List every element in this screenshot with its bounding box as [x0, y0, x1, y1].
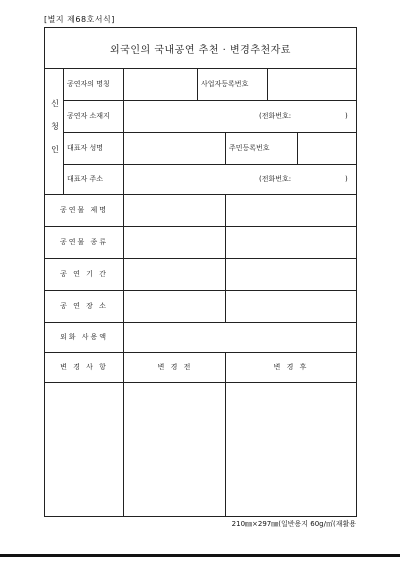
performance-period-field-b[interactable] [227, 258, 355, 290]
performance-title-field-b[interactable] [227, 194, 355, 226]
phone-close-2: ) [345, 175, 348, 183]
performance-type-field-b[interactable] [227, 226, 355, 258]
rep-name-label: 대표자 성명 [67, 144, 104, 152]
phone-label-1: (전화번호: [259, 112, 292, 120]
applicant-char-1: 신 [51, 99, 59, 108]
phone-close-1: ) [345, 112, 348, 120]
performer-name-label: 공연자의 명칭 [67, 80, 110, 88]
change-after-label: 변 경 후 [273, 363, 309, 371]
rep-address-label: 대표자 주소 [67, 175, 104, 183]
business-reg-field[interactable] [269, 68, 355, 100]
form-number: [별지 제68호서식] [44, 15, 115, 24]
bottom-divider [0, 554, 400, 557]
applicant-section-label [49, 98, 61, 155]
performer-address-label: 공연자 소재지 [67, 112, 110, 120]
change-section-label: 변 경 사 항 [60, 363, 108, 371]
performance-title-field-a[interactable] [125, 194, 225, 226]
form-frame [44, 27, 357, 517]
paper-spec-footer: 210㎜×297㎜(일반용지 60g/㎡(재활용 [231, 520, 356, 528]
resident-reg-field[interactable] [299, 132, 355, 164]
business-reg-label: 사업자등록번호 [201, 80, 249, 88]
performance-type-label: 공연물 종류 [59, 238, 109, 246]
foreign-language-field[interactable] [125, 322, 355, 352]
change-item-field[interactable] [45, 382, 123, 516]
phone-label-2: (전화번호: [259, 175, 292, 183]
change-after-field[interactable] [227, 382, 355, 516]
performance-period-field-a[interactable] [125, 258, 225, 290]
applicant-char-2: 청 [51, 122, 59, 131]
performance-type-field-a[interactable] [125, 226, 225, 258]
performance-venue-field-a[interactable] [125, 290, 225, 322]
performance-title-label: 공연물 제명 [59, 206, 109, 214]
foreign-language-label: 외화 사용액 [59, 333, 109, 341]
performance-venue-label: 공 연 장 소 [60, 302, 108, 310]
form-title: 외국인의 국내공연 추천 · 변경추천자료 [45, 28, 356, 69]
performance-venue-field-b[interactable] [227, 290, 355, 322]
change-before-field[interactable] [125, 382, 225, 516]
resident-reg-label: 주민등록번호 [229, 144, 270, 152]
performer-address-field[interactable] [125, 100, 355, 132]
change-before-label: 변 경 전 [157, 363, 193, 371]
applicant-char-3: 인 [51, 145, 59, 154]
performer-name-field[interactable] [125, 68, 197, 100]
rep-address-field[interactable] [125, 164, 355, 194]
performance-period-label: 공 연 기 간 [60, 270, 108, 278]
rep-name-field[interactable] [125, 132, 225, 164]
